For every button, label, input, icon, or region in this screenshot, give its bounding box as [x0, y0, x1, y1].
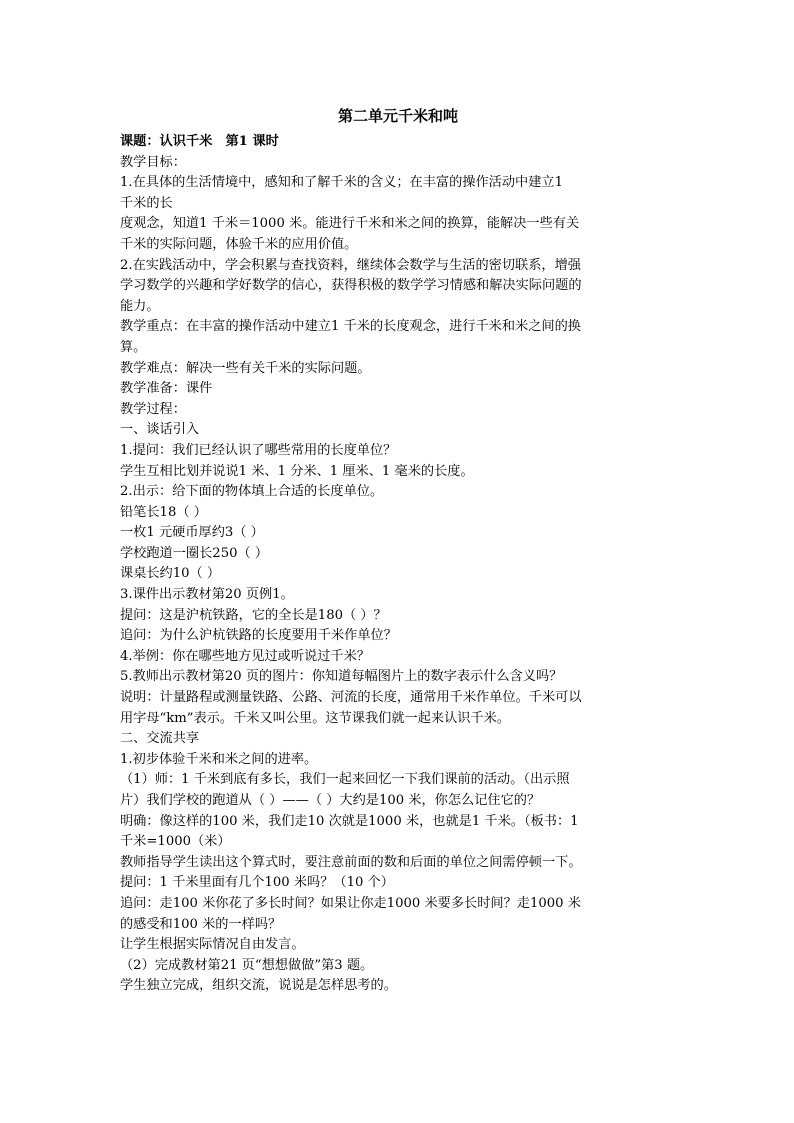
text-line: 一枚1 元硬币厚约3（ ）	[120, 525, 264, 541]
text-line: 1.在具体的生活情境中，感知和了解千米的含义；在丰富的操作活动中建立1	[120, 175, 563, 191]
text-line: 算。	[120, 339, 147, 355]
text-line: 提问：这是沪杭铁路，它的全长是180（ ）？	[120, 607, 387, 623]
text-line: （1）师：1 千米到底有多长，我们一起来回忆一下我们课前的活动。（出示照	[120, 772, 570, 788]
text-line: 铅笔长18（ ）	[120, 504, 207, 520]
text-line: 的感受和100 米的一样吗？	[120, 916, 282, 932]
section-heading: 一、谈话引入	[120, 422, 200, 438]
text-line: 提问：1 千米里面有几个100 米吗？（10 个）	[120, 875, 394, 891]
text-line: 教学难点：解决一些有关千米的实际问题。	[120, 360, 371, 376]
text-line: 让学生根据实际情况自由发言。	[120, 937, 305, 953]
text-line: 能力。	[120, 298, 160, 314]
document-title: 第二单元千米和吨	[337, 107, 458, 125]
text-line: 千米的实际问题，体验千米的应用价值。	[120, 236, 358, 252]
text-line: 教师指导学生读出这个算式时，要注意前面的数和后面的单位之间需停顿一下。	[120, 854, 582, 870]
text-line: 学习数学的兴趣和学好数学的信心，获得积极的数学学习情感和解决实际问题的	[120, 278, 582, 294]
text-line: 教学目标：	[120, 154, 186, 170]
section-heading: 二、交流共享	[120, 731, 200, 747]
text-line: 追问：走100 米你花了多长时间？如果让你走1000 米要多长时间？走1000 米	[120, 895, 581, 911]
text-line: 片）我们学校的跑道从（ ）——（ ）大约是100 米，你怎么记住它的？	[120, 793, 541, 808]
text-line: 1.初步体验千米和米之间的进率。	[120, 751, 318, 767]
document-body	[120, 132, 676, 997]
text-line: 5.教师出示教材第20 页的图片：你知道每幅图片上的数字表示什么含义吗？	[120, 669, 563, 685]
text-line: 明确：像这样的100 米，我们走10 次就是1000 米，也就是1 千米。（板书：1	[120, 813, 579, 829]
lesson-heading: 课题：认识千米 第1 课时	[120, 134, 279, 149]
text-line: 课桌长约10（ ）	[120, 566, 221, 582]
text-line: 2.在实践活动中，学会积累与查找资料，继续体会数学与生活的密切联系，增强	[120, 257, 581, 273]
text-line: 3.课件出示教材第20 页例1。	[120, 587, 294, 603]
text-line: 教学准备：课件	[120, 381, 213, 397]
text-line: 追问：为什么沪杭铁路的长度要用千米作单位？	[120, 628, 397, 644]
text-line: 4.举例：你在哪些地方见过或听说过千米？	[120, 648, 370, 664]
text-line: 学生独立完成，组织交流，说说是怎样思考的。	[120, 978, 397, 994]
text-line: 学生互相比划并说说1 米、1 分米、1 厘米、1 毫米的长度。	[120, 463, 474, 479]
document-page	[120, 104, 676, 997]
text-line: 学校跑道一圈长250（ ）	[120, 545, 269, 561]
text-line: 教学重点：在丰富的操作活动中建立1 千米的长度观念，进行千米和米之间的换	[120, 319, 581, 335]
text-line: 千米=1000（米）	[120, 834, 231, 850]
text-line: 千米的长	[120, 195, 173, 211]
text-line: 2.出示：给下面的物体填上合适的长度单位。	[120, 484, 384, 500]
text-line: 用字母“km”表示。千米又叫公里。这节课我们就一起来认识千米。	[120, 710, 511, 726]
text-line: 度观念，知道1 千米＝1000 米。能进行千米和米之间的换算，能解决一些有关	[120, 216, 580, 232]
text-line: 说明：计量路程或测量铁路、公路、河流的长度，通常用千米作单位。千米可以	[120, 690, 582, 706]
text-line: （2）完成教材第21 页“想想做做”第3 题。	[120, 957, 374, 973]
text-line: 1.提问：我们已经认识了哪些常用的长度单位？	[120, 442, 397, 458]
text-line: 教学过程：	[120, 401, 186, 417]
